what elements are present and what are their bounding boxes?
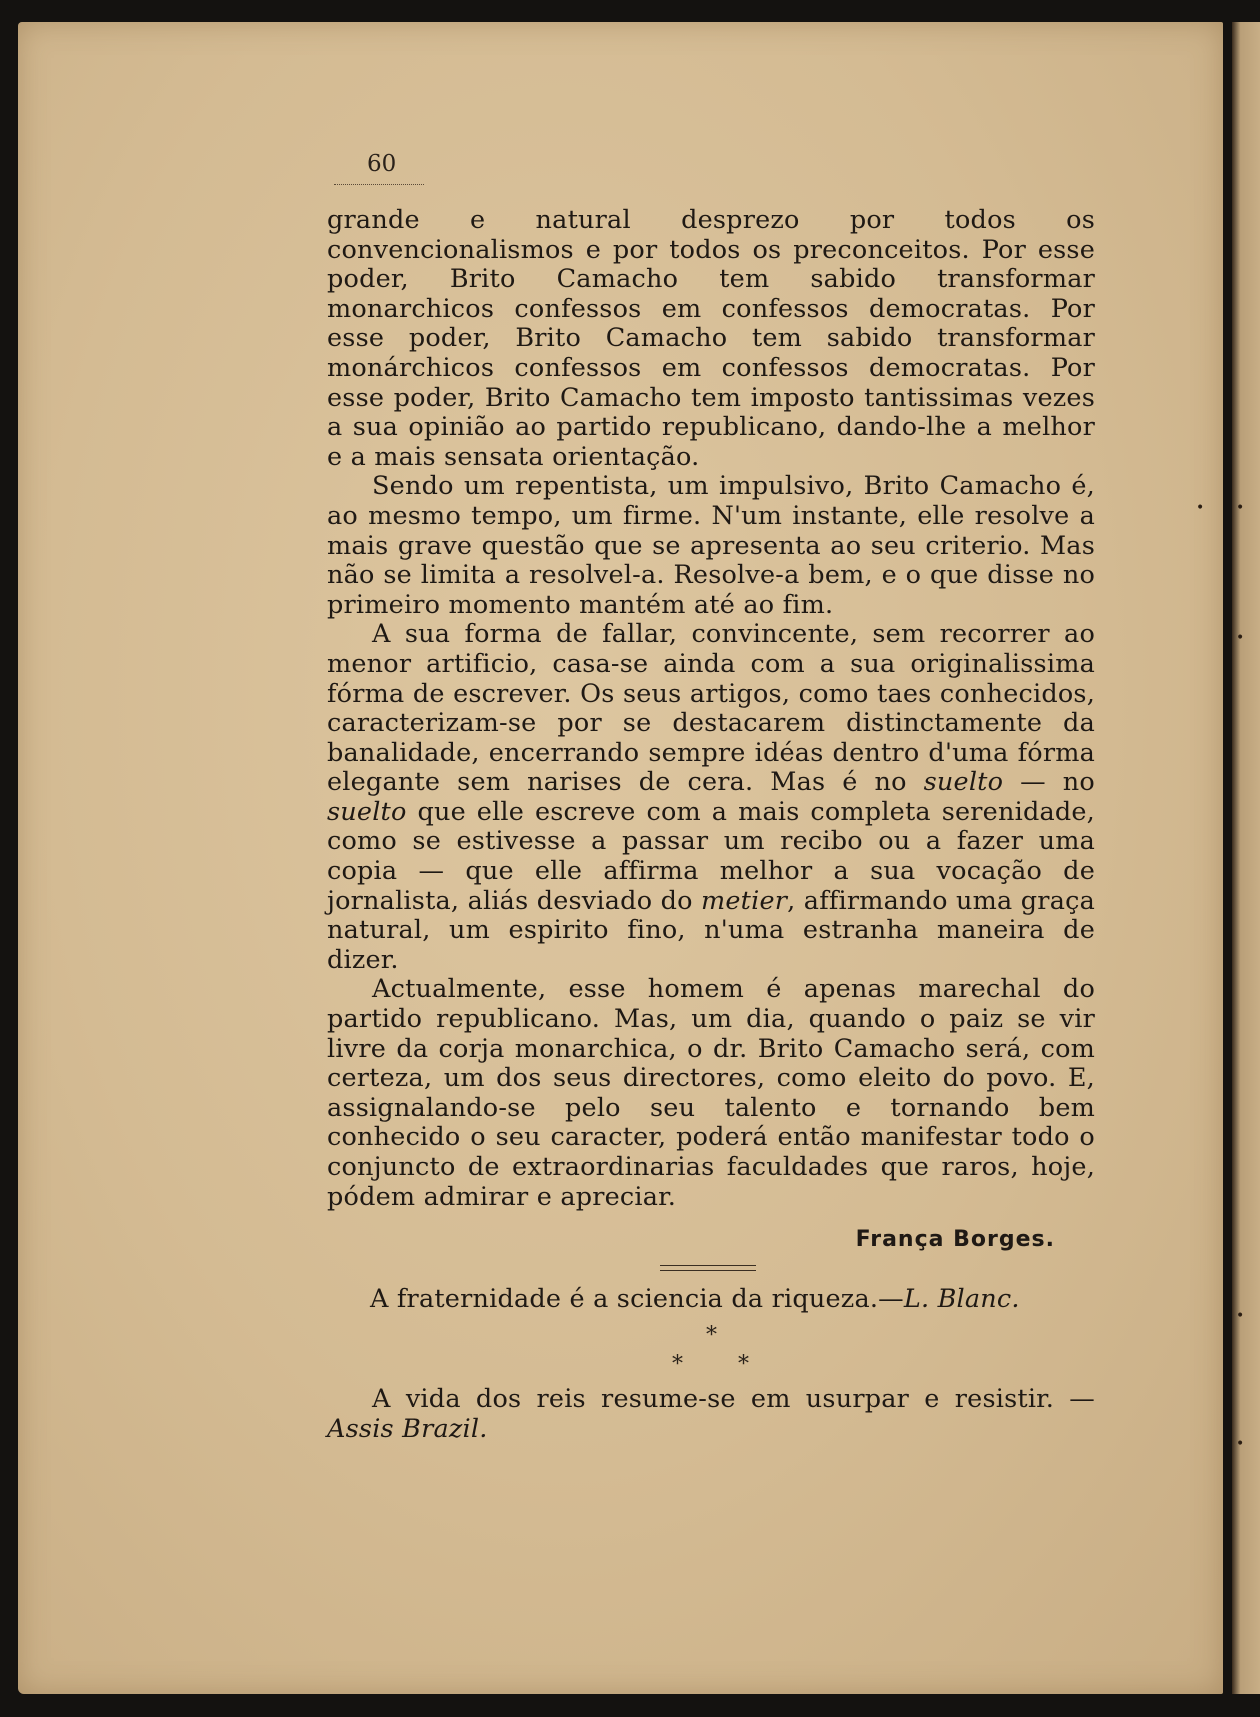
paragraph-text: A sua forma de fallar, convincente, sem recorrer ao menor artificio, casa-se ainda com a sua originalissima fórma de escrever. Os seus artigos, como taes conhecidos, caracterizam-se por se destacarem distinctamente da banalidade, encerrando sempre idéas dentro d'uma fórma elegante sem narises de cera. Mas é no	[327, 619, 1095, 798]
margin-mark: •	[1236, 1308, 1245, 1324]
paragraph	[327, 206, 1095, 472]
quote-blanc-author: L. Blanc.	[903, 1284, 1020, 1314]
header-rule	[334, 184, 424, 185]
italic-term: suelto	[923, 767, 1004, 798]
asterism-star-top: *	[706, 1323, 717, 1348]
margin-mark: •	[1196, 500, 1205, 516]
body-text	[327, 206, 1095, 1212]
quote-brazil-author: Assis Brazil.	[327, 1414, 488, 1444]
paragraph-text: Actualmente, esse homem é apenas marechal do partido republicano. Mas, um dia, quando o paiz se vir livre da corja monarchica, o dr. Brito Camacho será, com certeza, um dos seus directores, como eleito do povo. E, assignalando-se pelo seu talento e tornando bem conhecido o seu caracter, poderá então manifestar todo o conjuncto de extraordinarias faculdades que raros, hoje, pódem admirar e apreciar.	[327, 974, 1095, 1212]
margin-mark: •	[1236, 1436, 1245, 1452]
asterism-star-left: *	[672, 1352, 683, 1377]
quote-blanc-text: A fraternidade é a sciencia da riqueza.—	[370, 1284, 904, 1314]
page-number: 60	[367, 151, 397, 177]
section-divider	[660, 1265, 756, 1271]
paragraph	[327, 975, 1095, 1212]
paragraph-text: grande e natural desprezo por todos os convencionalismos e por todos os preconceitos. Por esse poder, Brito Camacho tem sabido transformar monarchicos confessos em confessos democratas. Por esse poder, Brito Camacho tem sabido transformar monárchicos confessos em confessos democratas. Por esse poder, Brito Camacho tem imposto tantissimas vezes a sua opinião ao partido republicano, dando-lhe a melhor e a mais sensata orientação.	[327, 205, 1095, 472]
asterism	[660, 1323, 760, 1383]
italic-term: metier	[701, 885, 788, 916]
paragraph-text: Sendo um repentista, um impulsivo, Brito Camacho é, ao mesmo tempo, um firme. N'um instante, elle resolve a mais grave questão que se apresenta ao seu criterio. Mas não se limita a resolvel-a. Resolve-a bem, e o que disse no primeiro momento mantém até ao fim.	[327, 471, 1095, 620]
margin-mark: •	[1236, 630, 1245, 646]
paragraph-text: , affirmando uma graça natural, um espirito fino, n'uma estranha maneira de dizer.	[327, 885, 1095, 975]
quote-brazil	[327, 1384, 1095, 1444]
quote-blanc	[370, 1284, 1070, 1314]
paragraph-text: — no	[1003, 767, 1095, 798]
paragraph	[327, 472, 1095, 620]
asterism-star-right: *	[738, 1352, 749, 1377]
signature: França Borges.	[855, 1227, 1055, 1252]
paragraph	[327, 620, 1095, 975]
paragraph-text: que elle escreve com a mais completa serenidade, como se estivesse a passar um recibo ou a fazer uma copia — que elle affirma melhor a sua vocação de jornalista, aliás desviado do	[327, 796, 1095, 916]
margin-mark: •	[1236, 500, 1245, 516]
quote-brazil-text: A vida dos reis resume-se em usurpar e resistir. —	[372, 1384, 1095, 1414]
italic-term: suelto	[327, 796, 407, 827]
